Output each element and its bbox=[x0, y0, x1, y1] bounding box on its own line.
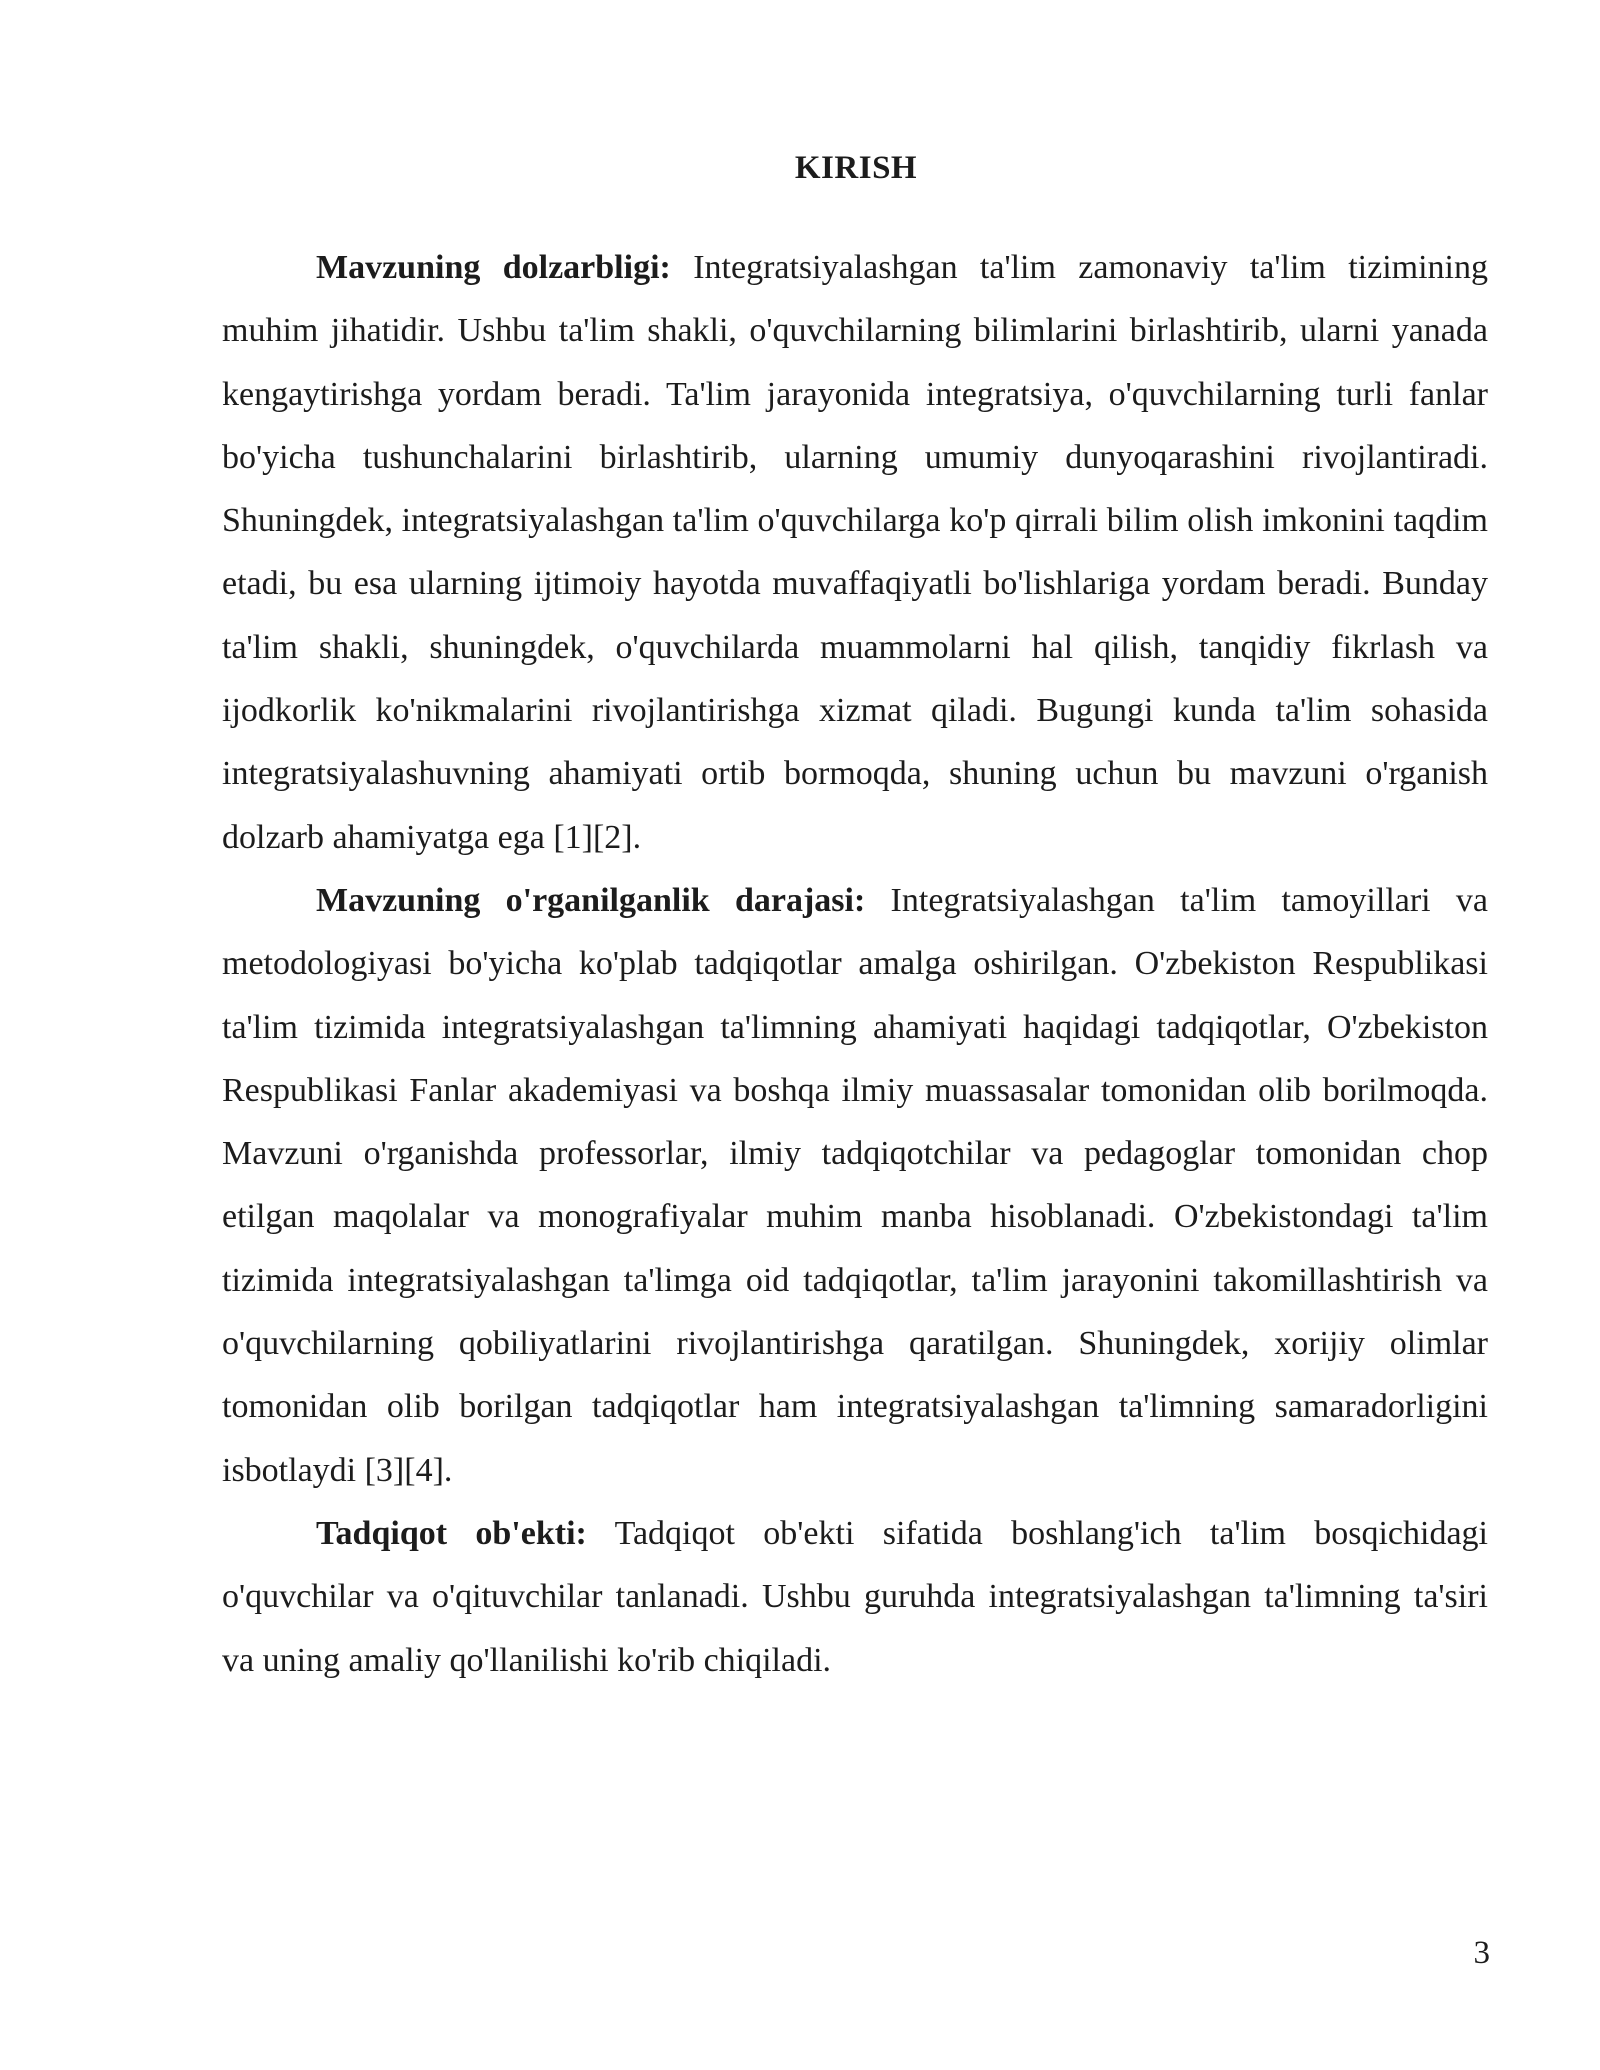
paragraph-research-object bbox=[222, 1502, 1488, 1692]
paragraph-text: Integratsiyalashgan ta'lim zamonaviy ta'lim tizimining muhim jihatidir. Ushbu ta'lim shakli, o'quvchilarning bilimlarini birlashtirib, ularni yanada kengaytirishga yordam beradi. Ta'lim jarayonida integratsiya, o'quvchilarning turli fanlar bo'yicha tushunchalarini birlashtirib, ularning umumiy dunyoqarashini rivojlantiradi. Shuningdek, integratsiyalashgan ta'lim o'quvchilarga ko'p qirrali bilim olish imkonini taqdim etadi, bu esa ularning ijtimoiy hayotda muvaffaqiyatli bo'lishlariga yordam beradi. Bunday ta'lim shakli, shuningdek, o'quvchilarda muammolarni hal qilish, tanqidiy fikrlash va ijodkorlik ko'nikmalarini rivojlantirishga xizmat qiladi. Bugungi kunda ta'lim sohasida integratsiyalashuvning ahamiyati ortib bormoqda, shuning uchun bu mavzuni o'rganish dolzarb ahamiyatga ega [1][2]. bbox=[222, 249, 1488, 856]
paragraph-heading: Tadqiqot ob'ekti: bbox=[316, 1514, 587, 1552]
paragraph-text: Integratsiyalashgan ta'lim tamoyillari va metodologiyasi bo'yicha ko'plab tadqiqotlar amalga oshirilgan. O'zbekiston Respublikasi ta'lim tizimida integratsiyalashgan ta'limning ahamiyati haqidagi tadqiqotlar, O'zbekiston Respublikasi Fanlar akademiyasi va boshqa ilmiy muassasalar tomonidan olib borilmoqda. Mavzuni o'rganishda professorlar, ilmiy tadqiqotchilar va pedagoglar tomonidan chop etilgan maqolalar va monografiyalar muhim manba hisoblanadi. O'zbekistondagi ta'lim tizimida integratsiyalashgan ta'limga oid tadqiqotlar, ta'lim jarayonini takomillashtirish va o'quvchilarning qobiliyatlarini rivojlantirishga qaratilgan. Shuningdek, xorijiy olimlar tomonidan olib borilgan tadqiqotlar ham integratsiyalashgan ta'limning samaradorligini isbotlaydi [3][4]. bbox=[222, 881, 1488, 1489]
paragraph-study-level bbox=[222, 869, 1488, 1502]
paragraph-text: Tadqiqot ob'ekti sifatida boshlang'ich ta'lim bosqichidagi o'quvchilar va o'qituvchilar tanlanadi. Ushbu guruhda integratsiyalashgan ta'limning ta'siri va uning amaliy qo'llanilishi ko'rib chiqiladi. bbox=[222, 1514, 1488, 1679]
page-number: 3 bbox=[1473, 1935, 1490, 1971]
paragraph-heading: Mavzuning o'rganilganlik darajasi: bbox=[316, 881, 866, 919]
body-text bbox=[222, 236, 1488, 1692]
paragraph-heading: Mavzuning dolzarbligi: bbox=[316, 249, 671, 286]
section-title: KIRISH bbox=[794, 150, 918, 186]
paragraph-relevance bbox=[222, 236, 1488, 869]
